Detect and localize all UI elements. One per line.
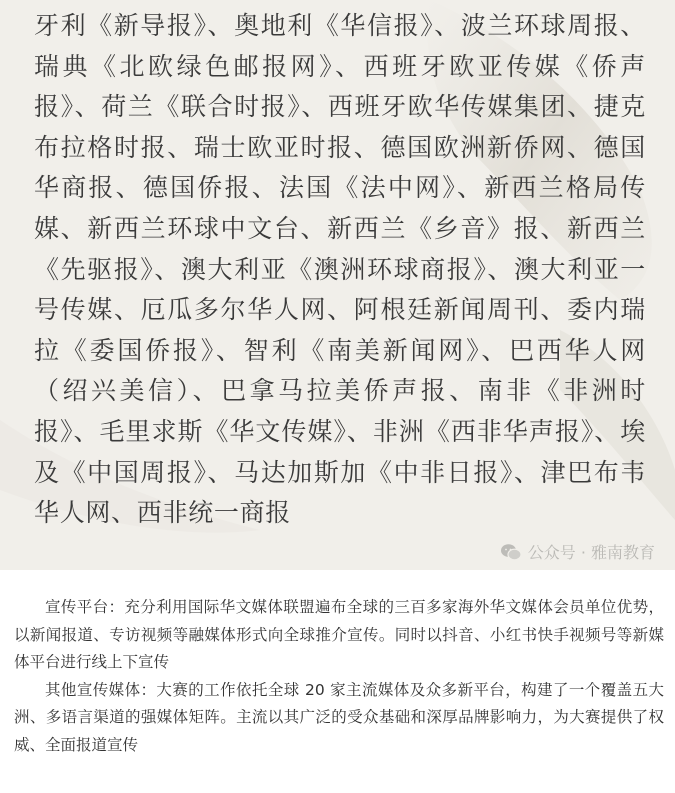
media-list-text: 牙利《新导报》、奥地利《华信报》、波兰环球周报、瑞典《北欧绿色邮报网》、西班牙欧亚传媒《侨声报》、荷兰《联合时报》、西班牙欧华传媒集团、捷克布拉格时报、瑞士欧亚时报、德国欧洲新侨网、德国华商报、德国侨报、法国《法中网》、新西兰格局传媒、新西兰环球中文台、新西兰《乡音》报、新西兰《先驱报》、澳大利亚《澳洲环球商报》、澳大利亚一号传媒、厄瓜多尔华人网、阿根廷新闻周刊、委内瑞拉《委国侨报》、智利《南美新闻网》、巴西华人网（绍兴美信）、巴拿马拉美侨声报、南非《非洲时报》、毛里求斯《华文传媒》、非洲《西非华声报》、埃及《中国周报》、马达加斯加《中非日报》、津巴布韦华人网、西非统一商报: [34, 11, 646, 528]
wechat-watermark: [500, 540, 655, 563]
wechat-icon: [500, 543, 522, 561]
article-body: [14, 594, 664, 759]
promotion-platform-paragraph: 宣传平台：充分利用国际华文媒体联盟遍布全球的三百多家海外华文媒体会员单位优势， 以新闻报道、专访视频等融媒体形式向全球推介宣传。同时以抖音、小红书快手视频号等新媒体平台进行线上下宣传: [14, 598, 664, 671]
watermark-text: 公众号 · 雅南教育: [527, 543, 655, 562]
other-media-paragraph: 其他宣传媒体：大赛的工作依托全球 20 家主流媒体及众多新平台，构建了一个覆盖五大洲、多语言渠道的强媒体矩阵。主流以其广泛的受众基础和深厚品牌影响力，为大赛提供了权威、全面报道宣传: [14, 680, 664, 754]
